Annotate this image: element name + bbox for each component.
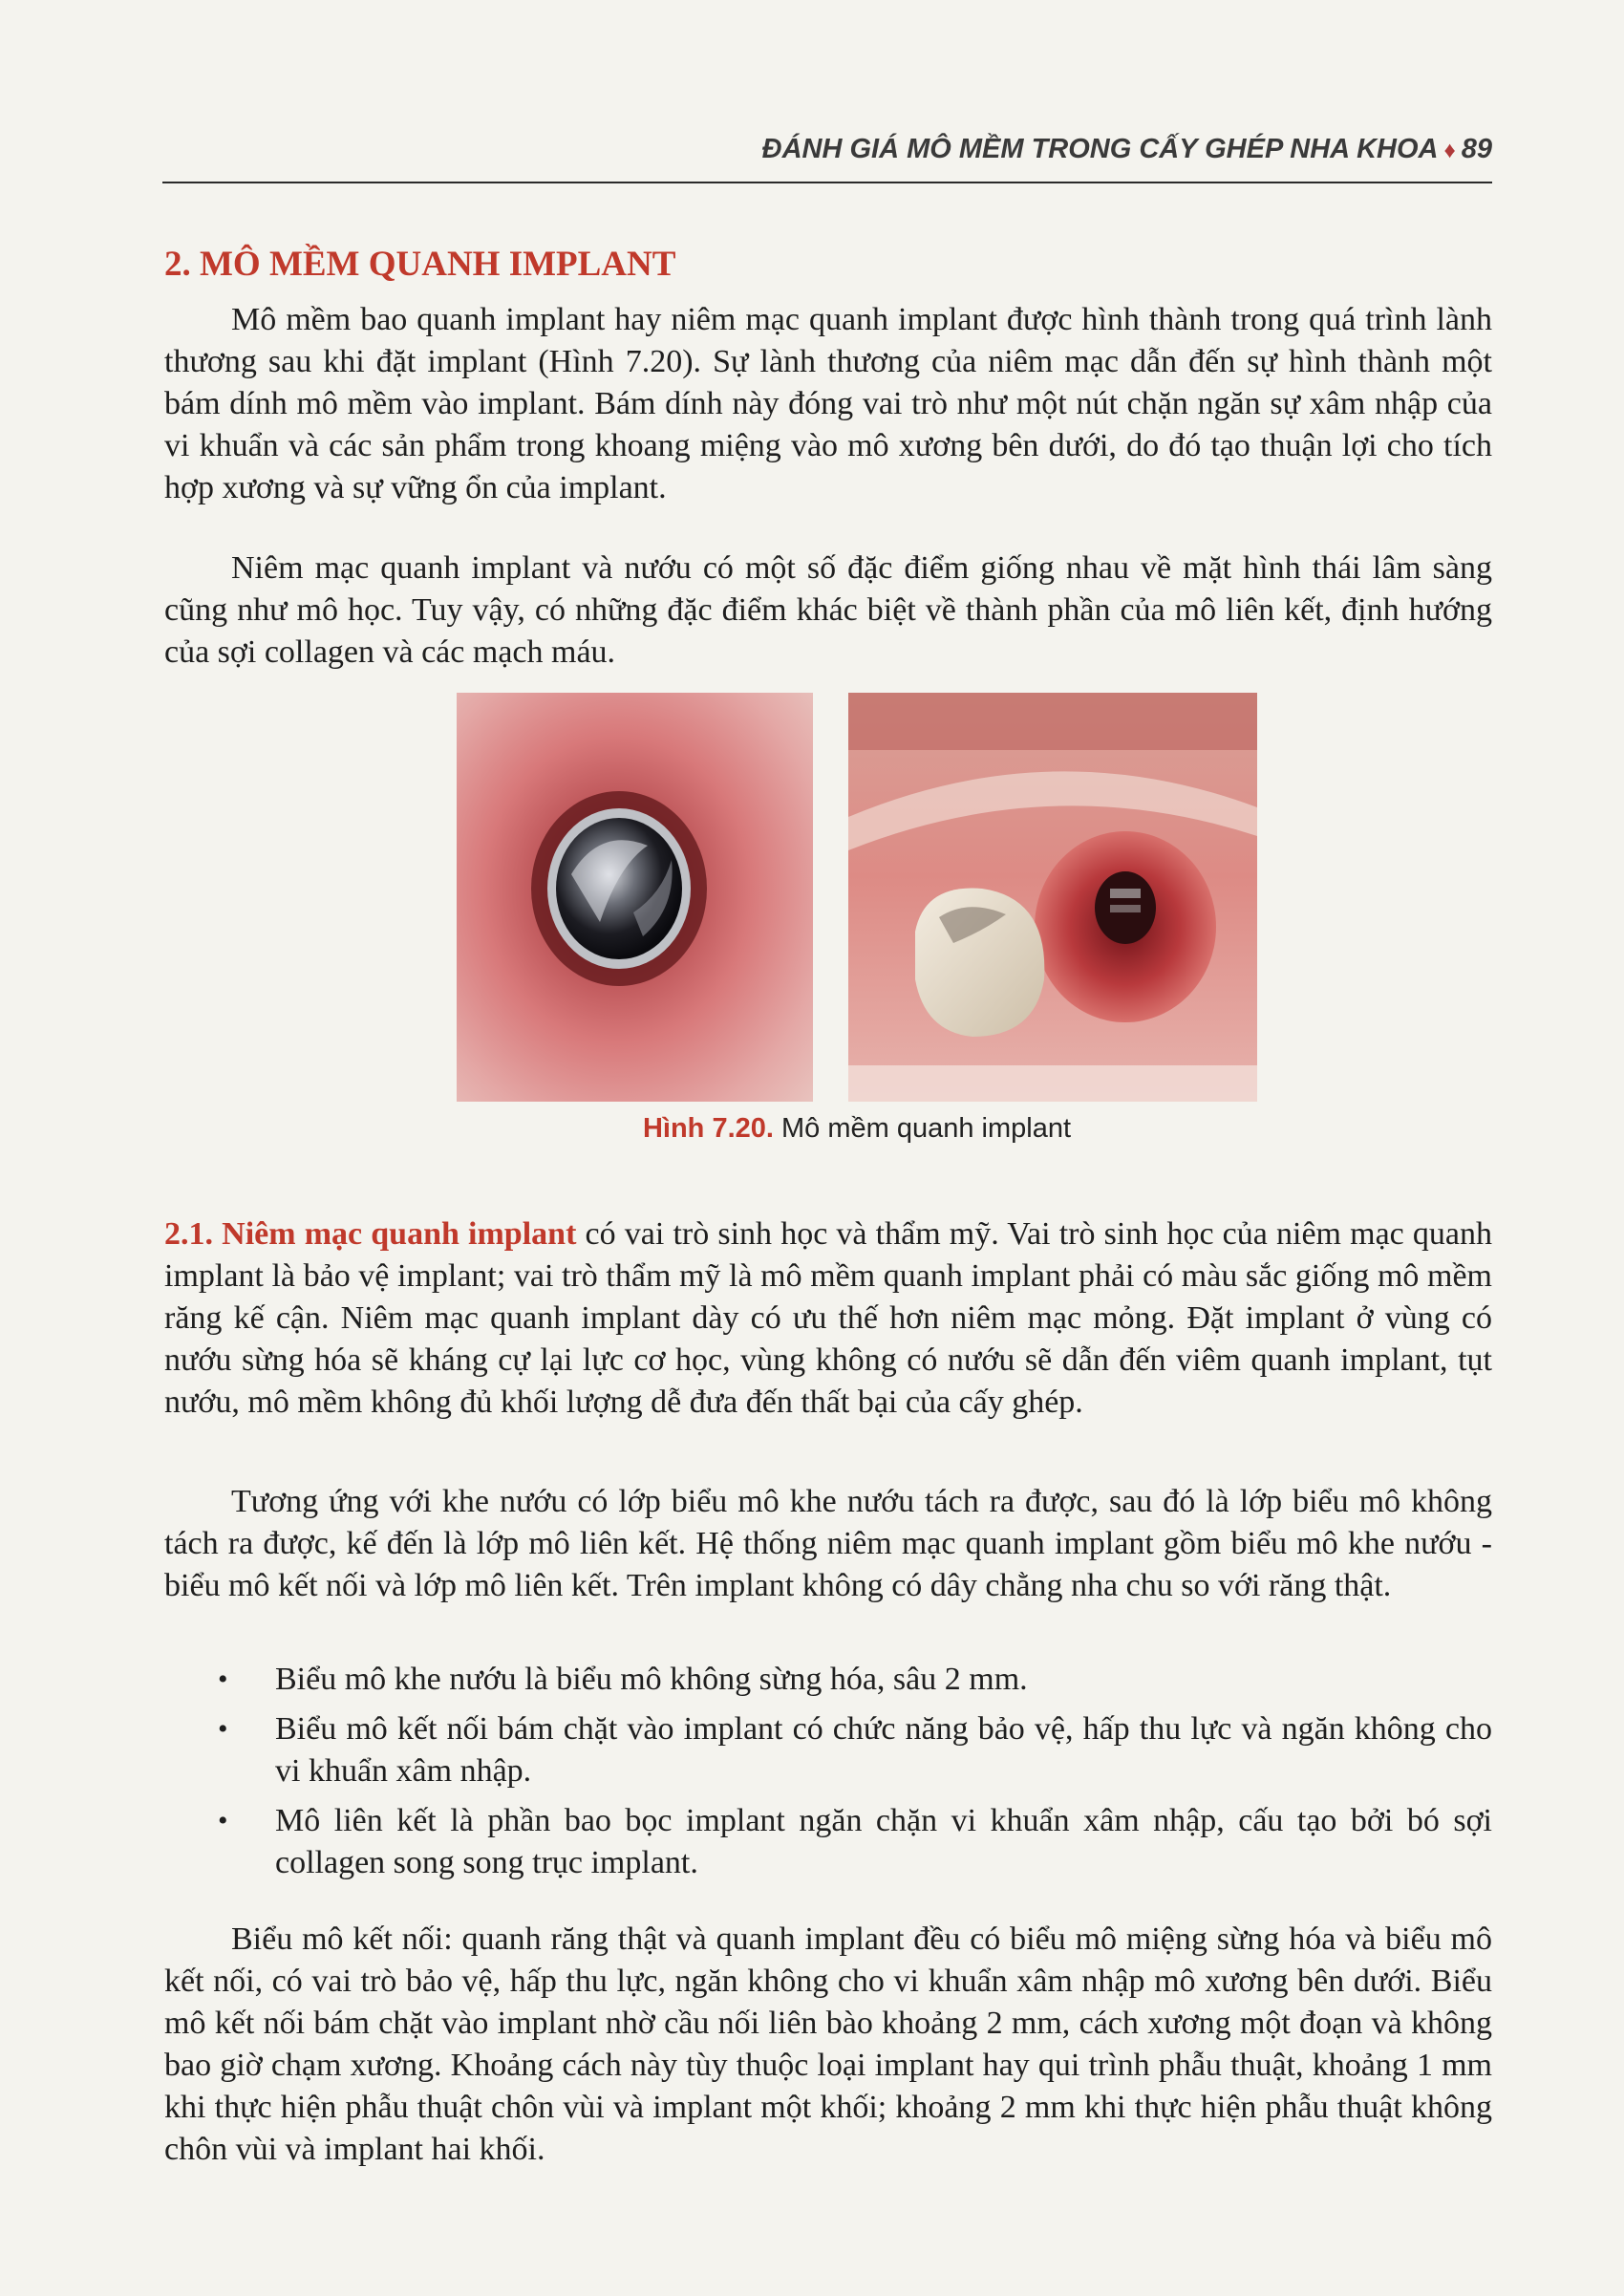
subsection-heading: 2.1. Niêm mạc quanh implant (164, 1216, 577, 1252)
bullet-icon: • (218, 1805, 228, 1836)
list-item: • Mô liên kết là phần bao bọc implant ngăn chặn vi khuẩn xâm nhập, cấu tạo bởi bó sợi collagen song song trục implant. (164, 1800, 1492, 1884)
subsection-paragraph-1 (164, 1213, 1492, 1424)
figure-photo-right (848, 693, 1257, 1102)
figure-label: Hình 7.20. (642, 1113, 774, 1144)
list-item: • Biểu mô kết nối bám chặt vào implant có chức năng bảo vệ, hấp thu lực và ngăn không cho vi khuẩn xâm nhập. (164, 1708, 1492, 1792)
bullet-icon: • (218, 1713, 228, 1745)
section-title: 2. MÔ MỀM QUANH IMPLANT (164, 245, 676, 284)
diamond-icon: ♦ (1443, 138, 1456, 163)
paragraph-1: Mô mềm bao quanh implant hay niêm mạc quanh implant được hình thành trong quá trình lành thương sau khi đặt implant (Hình 7.20). Sự lành thương của niêm mạc dẫn đến sự hình thành một bám dính mô mềm vào implant. Bám dính này đóng vai trò như một nút chặn ngăn sự xâm nhập của vi khuẩn và các sản phẩm trong khoang miệng vào mô xương bên dưới, do đó tạo thuận lợi cho tích hợp xương và sự vững ổn của implant. (164, 302, 1492, 505)
implant-site-photo (848, 693, 1257, 1102)
implant-closeup-photo (457, 693, 813, 1102)
running-header (162, 134, 1492, 165)
header-rule (162, 182, 1492, 183)
subsection-intro: có vai trò sinh học và thẩm mỹ. Vai trò sinh học của niêm mạc quanh implant là bảo vệ implant; vai trò thẩm mỹ là mô mềm quanh implant phải có màu sắc giống mô mềm răng kế cận. Niêm mạc quanh implant dày có ưu thế hơn niêm mạc mỏng. Đặt implant ở vùng có nướu sừng hóa sẽ kháng cự lại lực cơ học, vùng không có nướu sẽ dẫn đến viêm quanh implant, tụt nướu, mô mềm không đủ khối lượng dễ đưa đến thất bại của cấy ghép. (164, 1216, 1492, 1420)
figure-caption (457, 1113, 1257, 1145)
bullet-list (164, 1659, 1492, 1892)
page-number: 89 (1461, 134, 1492, 164)
running-title: ĐÁNH GIÁ MÔ MỀM TRONG CẤY GHÉP NHA KHOA (761, 134, 1439, 164)
bullet-icon: • (218, 1663, 228, 1695)
subsection-paragraph-2: Tương ứng với khe nướu có lớp biểu mô khe nướu tách ra được, sau đó là lớp biểu mô không tách ra được, kế đến là lớp mô liên kết. Hệ thống niêm mạc quanh implant gồm biểu mô khe nướu - biểu mô kết nối và lớp mô liên kết. Trên implant không có dây chằng nha chu so với răng thật. (164, 1484, 1492, 1603)
figure-caption-text: Mô mềm quanh implant (781, 1113, 1072, 1144)
paragraph-2: Niêm mạc quanh implant và nướu có một số đặc điểm giống nhau về mặt hình thái lâm sàng cũng như mô học. Tuy vậy, có những đặc điểm khác biệt về thành phần của mô liên kết, định hướng của sợi collagen và các mạch máu. (164, 550, 1492, 670)
figure-photo-left (457, 693, 813, 1102)
subsection-paragraph-3: Biểu mô kết nối: quanh răng thật và quanh implant đều có biểu mô miệng sừng hóa và biểu mô kết nối, có vai trò bảo vệ, hấp thu lực, ngăn không cho vi khuẩn xâm nhập mô xương bên dưới. Biểu mô kết nối bám chặt vào implant nhờ cầu nối liên bào khoảng 2 mm, cách xương một đoạn và không bao giờ chạm xương. Khoảng cách này tùy thuộc loại implant hay qui trình phẫu thuật, khoảng 1 mm khi thực hiện phẫu thuật chôn vùi và implant một khối; khoảng 2 mm khi thực hiện phẫu thuật không chôn vùi và implant hai khối. (164, 1921, 1492, 2167)
list-item: • Biểu mô khe nướu là biểu mô không sừng hóa, sâu 2 mm. (164, 1659, 1492, 1701)
